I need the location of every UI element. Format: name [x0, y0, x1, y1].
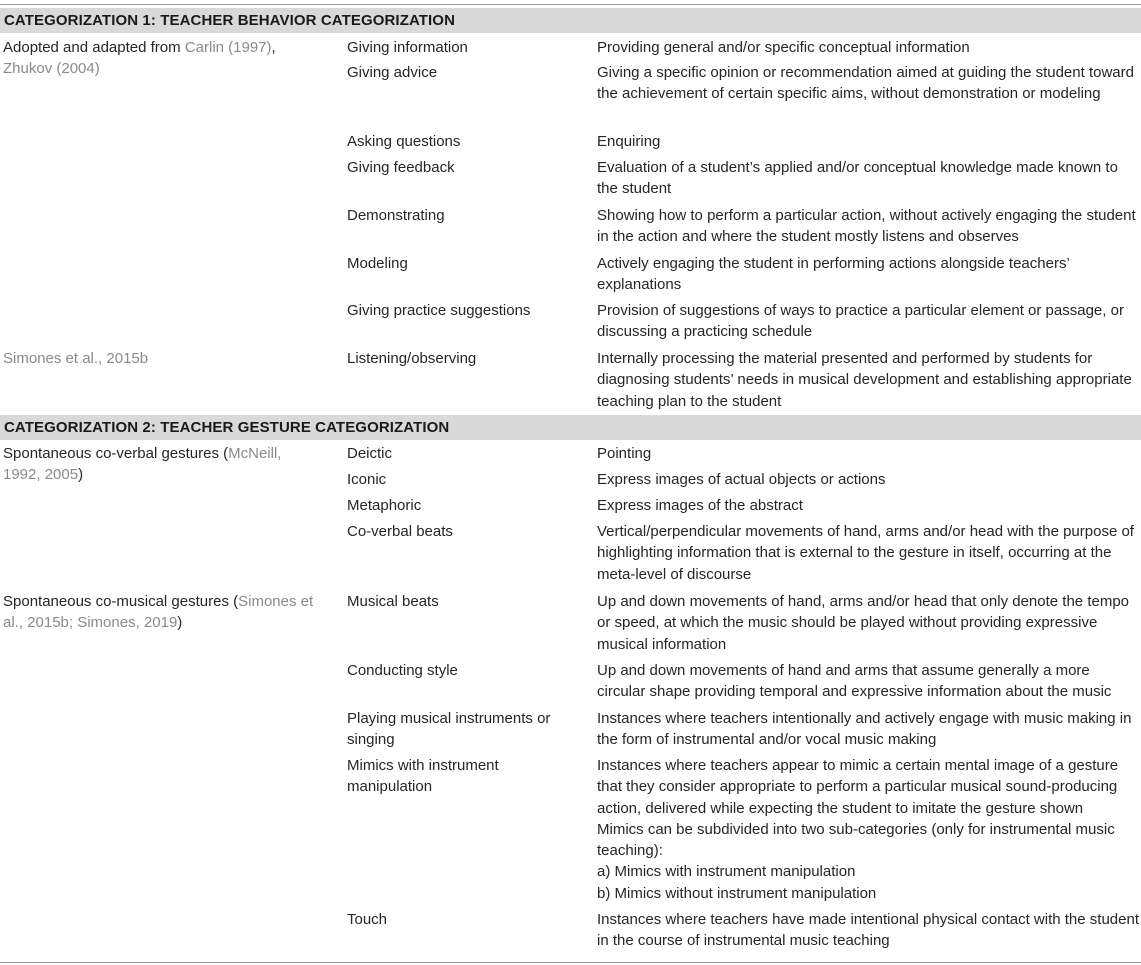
section-header-gesture: CATEGORIZATION 2: TEACHER GESTURE CATEGORIZATION [0, 415, 1141, 440]
subcategory-item: a) Mimics with instrument manipulation [597, 863, 856, 881]
source-text: , [271, 39, 276, 56]
description-cell: Pointing [597, 445, 652, 462]
description-cell: Enquiring [597, 133, 661, 150]
subcategory-note: Mimics can be subdivided into two sub-categories (only for instrumental music teaching): [597, 820, 1115, 860]
source-simones [3, 591, 323, 634]
description-cell: Vertical/perpendicular movements of hand, arms and/or head with the purpose of highlighting information that is external to the gesture in itself, occurring at the meta-level of discourse [597, 523, 1134, 583]
category-cell: Giving feedback [347, 159, 455, 176]
source-mcneill [3, 443, 323, 486]
category-cell: Metaphoric [347, 497, 422, 514]
description-cell: Actively engaging the student in performing actions alongside teachers’ explanations [597, 255, 1070, 294]
source-simones-2015b [3, 348, 323, 369]
table-top-rule [0, 4, 1141, 5]
category-cell: Touch [347, 911, 388, 928]
category-cell: Demonstrating [347, 207, 445, 224]
description-cell: Evaluation of a student’s applied and/or conceptual knowledge made known to the student [597, 159, 1118, 198]
description-cell: Instances where teachers have made intentional physical contact with the student in the course of instrumental music teaching [597, 911, 1139, 950]
category-cell: Listening/observing [347, 350, 477, 367]
description-text: Instances where teachers appear to mimic a certain mental image of a gesture that they consider appropriate to perform a particular musical sound-producing action, delivered while expecting the student to imitate the gesture shown [597, 757, 1119, 817]
description-cell: Express images of actual objects or actions [597, 471, 886, 488]
source-text: Spontaneous co-musical gestures ( [3, 593, 239, 610]
category-cell: Iconic [347, 471, 387, 488]
category-cell: Conducting style [347, 662, 458, 679]
description-cell: Up and down movements of hand and arms that assume generally a more circular shape providing temporal and expressive information about the music [597, 662, 1112, 701]
table-bottom-rule [0, 962, 1141, 963]
category-cell: Giving practice suggestions [347, 302, 531, 319]
category-cell: Playing musical instruments or singing [347, 710, 551, 749]
citation-link[interactable]: Simones et al., 2015b [3, 350, 149, 367]
citation-link[interactable]: Carlin (1997) [184, 39, 272, 56]
category-cell: Musical beats [347, 593, 439, 610]
description-cell: Express images of the abstract [597, 497, 803, 514]
source-text: Adopted and adapted from [3, 39, 185, 56]
category-cell: Modeling [347, 255, 408, 272]
category-cell: Giving information [347, 39, 468, 56]
description-cell: Giving a specific opinion or recommendation aimed at guiding the student toward the achievement of certain specific aims, without demonstration or modeling [597, 64, 1134, 103]
category-cell: Deictic [347, 445, 393, 462]
category-cell: Co-verbal beats [347, 523, 453, 540]
description-cell: Up and down movements of hand, arms and/or head that only denote the tempo or speed, at which the music should be played without providing expressive musical information [597, 593, 1130, 653]
category-cell: Mimics with instrument manipulation [347, 757, 499, 796]
description-cell: Showing how to perform a particular action, without actively engaging the student in the action and where the student mostly listens and observes [597, 207, 1136, 246]
citation-link[interactable]: McNeill, 1992, 2005 [3, 445, 282, 484]
category-cell: Asking questions [347, 133, 461, 150]
description-cell: Internally processing the material presented and performed by students for diagnosing students’ needs in musical development and establishing appropriate teaching plan to the student [597, 350, 1132, 410]
section-header-behavior: CATEGORIZATION 1: TEACHER BEHAVIOR CATEGORIZATION [0, 8, 1141, 33]
description-cell [597, 755, 1139, 904]
source-text: ) [78, 466, 84, 484]
subcategory-item: b) Mimics without instrument manipulation [597, 884, 877, 902]
source-text: ) [177, 614, 183, 632]
source-text: Spontaneous co-verbal gestures ( [3, 445, 229, 462]
citation-link[interactable]: Simones et al., 2015b; Simones, 2019 [3, 593, 314, 632]
description-cell: Providing general and/or specific conceptual information [597, 39, 970, 56]
description-cell: Instances where teachers intentionally and actively engage with music making in the form of instrumental and/or vocal music making [597, 710, 1132, 749]
category-cell: Giving advice [347, 64, 438, 81]
description-cell: Provision of suggestions of ways to practice a particular element or passage, or discussing a practicing schedule [597, 302, 1124, 341]
source-carlin-zhukov [3, 37, 323, 80]
citation-link[interactable]: Zhukov (2004) [3, 60, 100, 78]
